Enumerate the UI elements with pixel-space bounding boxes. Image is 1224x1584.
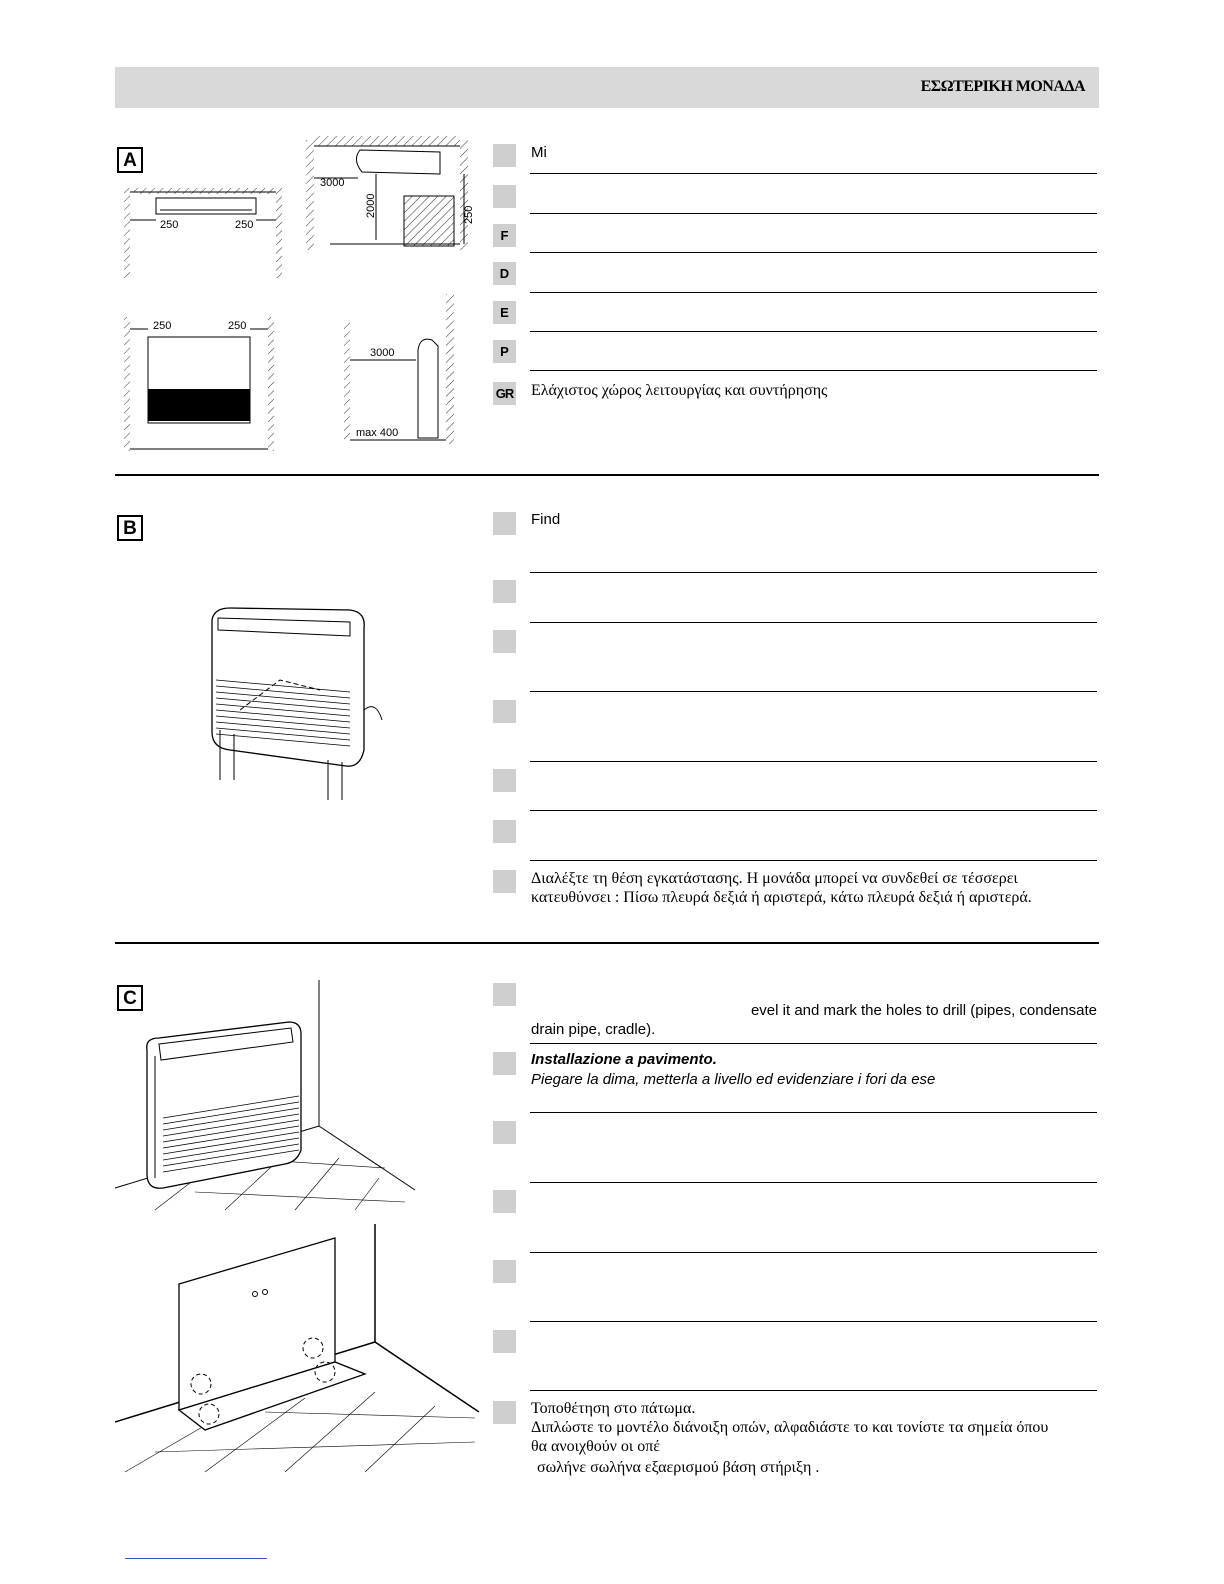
row-divider [530, 213, 1097, 214]
lang-marker [493, 700, 516, 723]
row-divider [530, 810, 1097, 811]
page-header-bar [115, 67, 1099, 108]
dim-label: 250 [228, 320, 247, 332]
row-divider [530, 860, 1097, 861]
page-title: ΕΣΩΤΕΡΙΚΗ ΜΟΝΑΔΑ [920, 78, 1085, 95]
row-text: Find [531, 511, 561, 528]
row-divider [530, 1321, 1097, 1322]
lang-marker-p: P [493, 340, 516, 363]
row-text-line2: drain pipe, cradle). [531, 1021, 656, 1038]
footer-rule [125, 1558, 267, 1559]
row-divider [530, 252, 1097, 253]
lang-marker-e: E [493, 301, 516, 324]
lang-marker [493, 1260, 516, 1283]
row-divider [530, 292, 1097, 293]
row-divider [530, 1043, 1097, 1044]
section-b-label: B [117, 515, 143, 541]
row-divider [530, 1112, 1097, 1113]
row-divider [530, 622, 1097, 623]
row-text: Mi [531, 144, 547, 161]
row-text-greek-line2: κατευθύνσει : Πίσω πλευρά δεξιά ή αριστερά, κάτω πλευρά δεξιά ή αριστερά. [531, 889, 1032, 906]
lang-marker [493, 1401, 516, 1424]
lang-marker [493, 1190, 516, 1213]
figure-c-floor-unit [115, 978, 425, 1218]
row-text-greek-line4: σωλήνε σωλήνα εξαερισμού βάση στήριξη . [537, 1459, 820, 1476]
lang-marker [493, 870, 516, 893]
lang-marker [493, 512, 516, 535]
row-text-italic-title: Installazione a pavimento. [531, 1051, 717, 1068]
row-text-italic-line: Piegare la dima, metterla a livello ed evidenziare i fori da ese [531, 1071, 936, 1088]
row-text-greek-line2: Διπλώστε το μοντέλο διάνοιξη οπών, αλφαδιάστε το και τονίστε τα σημεία όπου [531, 1419, 1049, 1436]
section-divider [115, 942, 1099, 944]
lang-marker-f: F [493, 224, 516, 247]
figure-a-ceiling-side [300, 130, 480, 260]
row-text-greek-line3: θα ανοιχθούν οι οπέ [531, 1438, 660, 1455]
figure-a-floor-front [120, 315, 280, 455]
lang-marker [493, 769, 516, 792]
figure-a-floor-side [340, 290, 470, 450]
figure-b-unit-connections [200, 600, 400, 810]
section-c-label: C [117, 985, 143, 1011]
dim-label: 250 [463, 205, 475, 224]
lang-marker [493, 144, 516, 167]
section-a-label: A [117, 147, 143, 173]
row-divider [530, 370, 1097, 371]
dim-label: 3000 [370, 347, 395, 359]
lang-marker [493, 1330, 516, 1353]
lang-marker-gr: GR [493, 382, 516, 405]
row-divider [530, 331, 1097, 332]
row-text-greek-line1: Τοποθέτηση στο πάτωμα. [531, 1400, 696, 1417]
dim-label: 2000 [365, 193, 377, 218]
dim-label: 250 [153, 320, 172, 332]
row-divider [530, 173, 1097, 174]
dim-label: max 400 [356, 427, 399, 439]
row-text-greek: Ελάχιστος χώρος λειτουργίας και συντήρησης [531, 382, 828, 399]
dim-label: 250 [160, 219, 179, 231]
lang-marker [493, 580, 516, 603]
section-divider [115, 474, 1099, 476]
figure-c-template [115, 1222, 485, 1477]
dim-label: 250 [235, 219, 254, 231]
figure-a-ceiling-front [120, 180, 290, 280]
row-divider [530, 572, 1097, 573]
lang-marker [493, 820, 516, 843]
lang-marker [493, 630, 516, 653]
dim-label: 3000 [320, 177, 345, 189]
row-text-greek-line1: Διαλέξτε τη θέση εγκατάστασης. Η μονάδα μπορεί να συνδεθεί σε τέσσερει [531, 870, 1018, 887]
row-divider [530, 1252, 1097, 1253]
lang-marker [493, 1052, 516, 1075]
lang-marker-d: D [493, 262, 516, 285]
lang-marker [493, 1121, 516, 1144]
row-divider [530, 1390, 1097, 1391]
row-divider [530, 691, 1097, 692]
row-divider [530, 1182, 1097, 1183]
lang-marker [493, 185, 516, 208]
lang-marker [493, 983, 516, 1006]
row-text-line1: evel it and mark the holes to drill (pipes, condensate [750, 1002, 1097, 1019]
row-divider [530, 761, 1097, 762]
